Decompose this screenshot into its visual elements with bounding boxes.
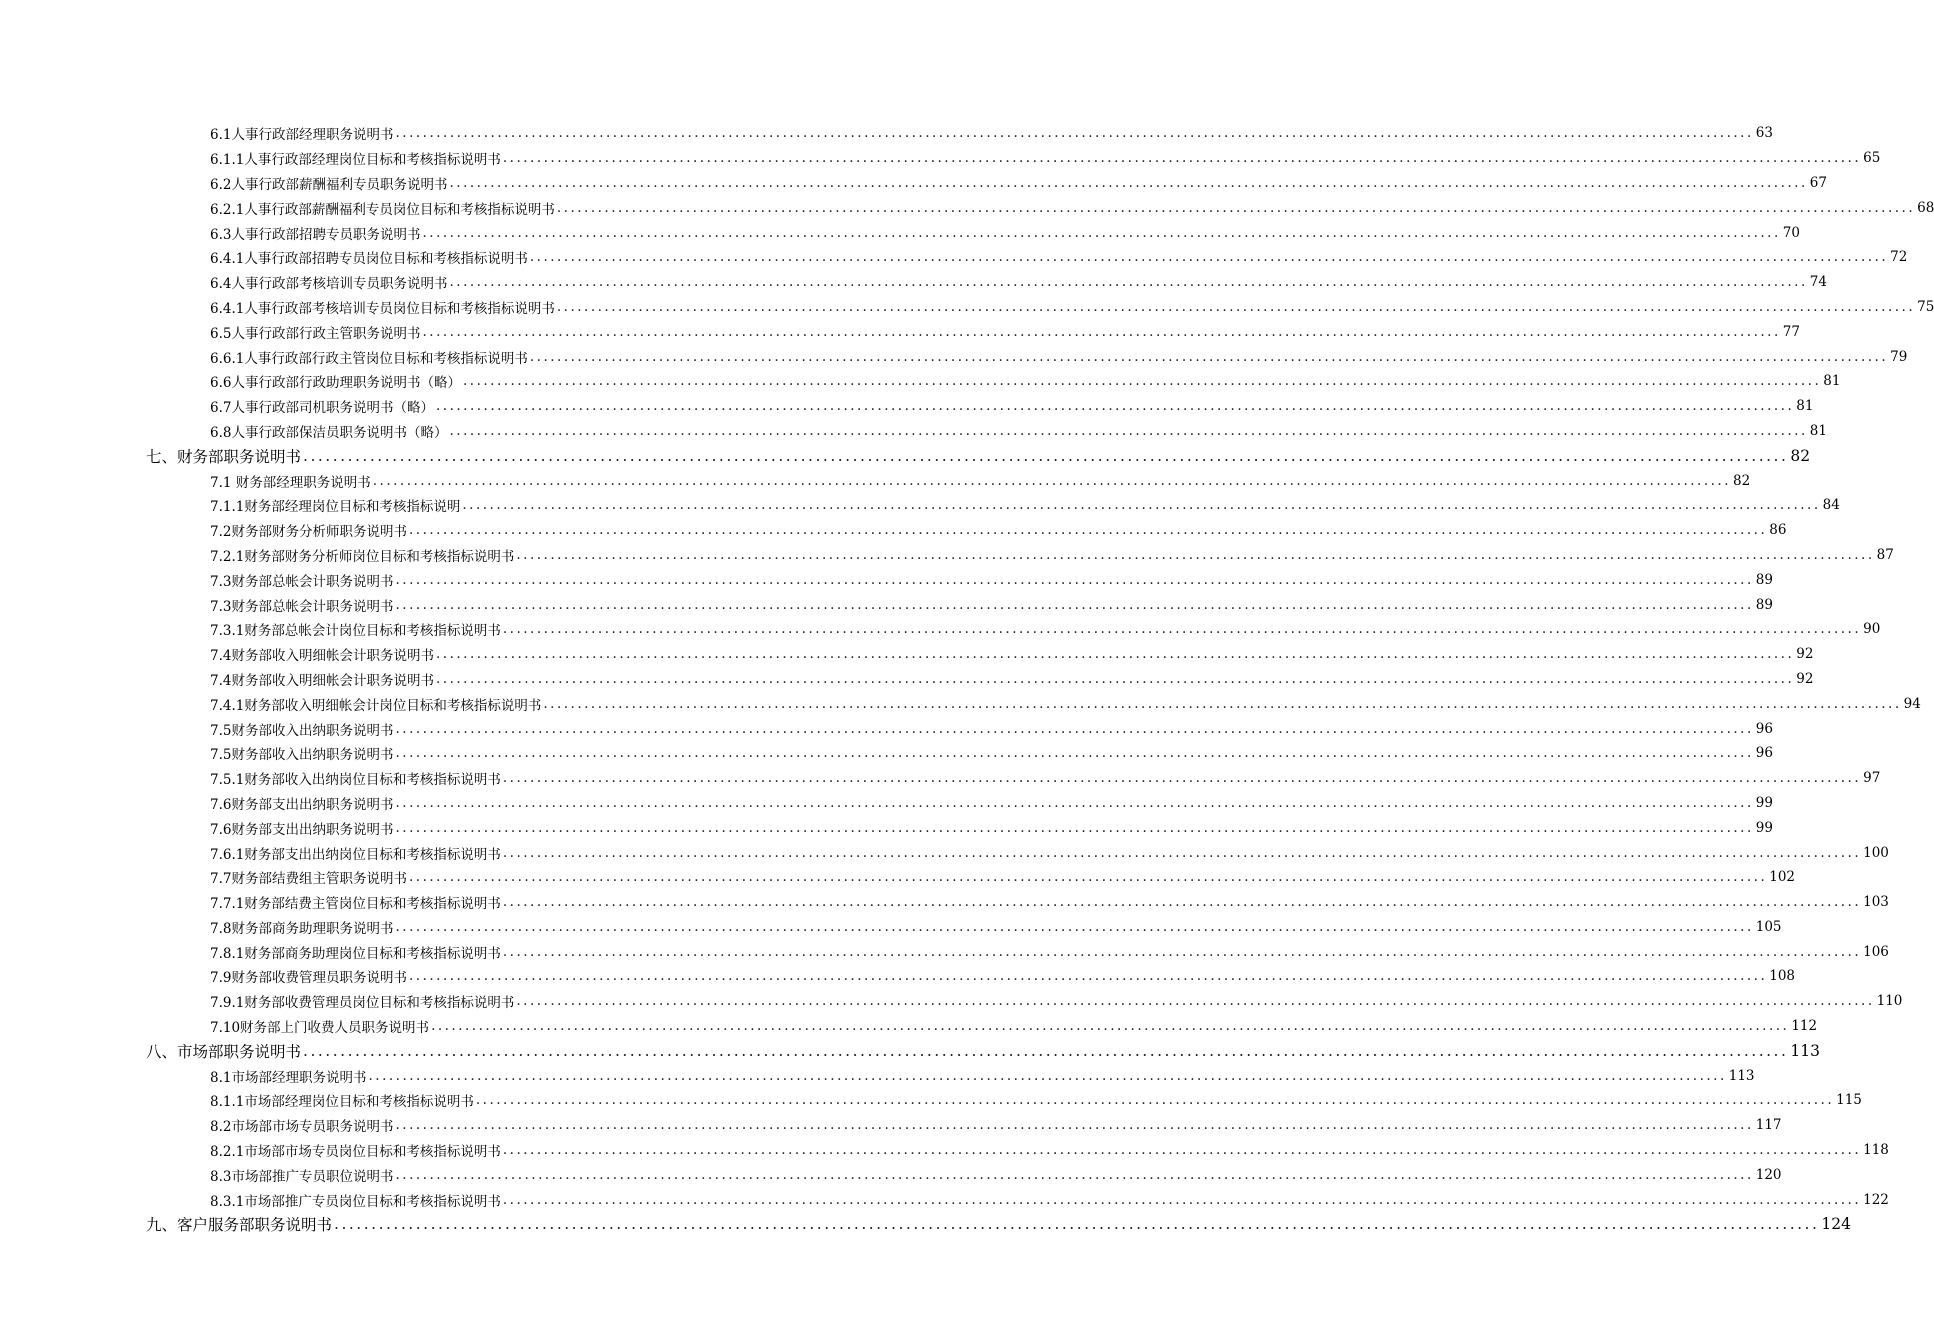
toc-section-entry[interactable] [0,741,1773,766]
toc-entry-title: 7.1.1财务部经理岗位目标和考核指标说明 [210,499,461,516]
toc-dot-leader: ........................................................................................................................................................................................................ [395,571,1754,588]
toc-section-entry[interactable] [0,1162,1782,1187]
toc-entry-title: 7.9财务部收费管理员职务说明书 [210,970,407,987]
toc-dot-leader: ........................................................................................................................................................................................................ [422,323,1781,340]
toc-dot-leader: ........................................................................................................................................................................................................ [449,174,1808,191]
toc-page-number: 113 [1728,1067,1755,1084]
toc-dot-leader: ........................................................................................................................................................................................................ [449,274,1808,291]
toc-entry-title: 7.5财务部收入出纳职务说明书 [210,747,394,764]
toc-page-number: 79 [1890,348,1908,365]
toc-page-number: 74 [1809,274,1827,291]
toc-dot-leader: ........................................................................................................................................................................................................ [395,596,1754,613]
toc-section-entry[interactable] [0,394,1814,419]
toc-page-number: 81 [1823,373,1841,390]
toc-dot-leader: ........................................................................................................................................................................................................ [334,1215,1820,1234]
toc-entry-title: 6.5人事行政部行政主管职务说明书 [210,325,421,342]
toc-page-number: 112 [1791,1018,1818,1035]
toc-dot-leader: ........................................................................................................................................................................................................ [529,249,1889,266]
toc-entry-title: 7.8财务部商务助理职务说明书 [210,920,394,937]
toc-dot-leader: ........................................................................................................................................................................................................ [395,1117,1754,1134]
toc-chapter-entry[interactable] [0,443,1811,468]
toc-section-entry[interactable] [0,543,1894,568]
toc-section-entry[interactable] [0,344,1908,369]
toc-section-entry[interactable] [0,592,1773,617]
toc-entry-title: 8.1.1市场部经理岗位目标和考核指标说明书 [210,1094,474,1111]
toc-page-number: 115 [1836,1092,1862,1109]
toc-section-entry[interactable] [0,493,1840,518]
toc-section-entry[interactable] [0,1014,1818,1039]
toc-entry-title: 6.1人事行政部经理职务说明书 [210,127,394,144]
toc-dot-leader: ........................................................................................................................................................................................................ [303,446,1789,465]
toc-page-number: 120 [1755,1166,1782,1183]
toc-dot-leader: ........................................................................................................................................................................................................ [372,472,1732,489]
toc-section-entry[interactable] [0,890,1889,915]
toc-entry-title: 6.6.1人事行政部行政主管岗位目标和考核指标说明书 [210,350,528,367]
toc-dot-leader: ........................................................................................................................................................................................................ [431,1018,1790,1035]
toc-entry-title: 6.2人事行政部薪酬福利专员职务说明书 [210,176,448,193]
toc-page-number: 108 [1769,968,1796,985]
toc-section-entry[interactable] [0,691,1921,716]
toc-dot-leader: ........................................................................................................................................................................................................ [502,621,1862,638]
toc-page-number: 82 [1790,446,1811,465]
toc-dot-leader: ........................................................................................................................................................................................................ [529,348,1889,365]
toc-page-number: 81 [1809,422,1827,439]
toc-page-number: 86 [1769,522,1787,539]
toc-dot-leader: ........................................................................................................................................................................................................ [435,398,1795,415]
toc-dot-leader: ........................................................................................................................................................................................................ [543,695,1902,712]
toc-dot-leader: ........................................................................................................................................................................................................ [395,794,1754,811]
toc-section-entry[interactable] [0,716,1773,741]
toc-dot-leader: ........................................................................................................................................................................................................ [462,497,1821,514]
toc-section-entry[interactable] [0,121,1773,146]
toc-section-entry[interactable] [0,1088,1862,1113]
toc-section-entry[interactable] [0,270,1827,295]
toc-page-number: 92 [1796,670,1814,687]
toc-entry-title: 8.2.1市场部市场专员岗位目标和考核指标说明书 [210,1144,501,1161]
toc-page-number: 92 [1796,646,1814,663]
toc-section-entry[interactable] [0,319,1800,344]
toc-entry-title: 7.7财务部结费组主管职务说明书 [210,871,407,888]
toc-dot-leader: ........................................................................................................................................................................................................ [435,670,1795,687]
toc-dot-leader: ........................................................................................................................................................................................................ [435,646,1795,663]
toc-dot-leader: ........................................................................................................................................................................................................ [502,1142,1862,1159]
toc-section-entry[interactable] [0,766,1881,791]
toc-dot-leader: ........................................................................................................................................................................................................ [368,1067,1727,1084]
toc-page-number: 90 [1863,621,1881,638]
toc-section-entry[interactable] [0,419,1827,444]
toc-section-entry[interactable] [0,295,1934,320]
toc-page-number: 124 [1821,1215,1852,1234]
toc-entry-title: 7.5.1财务部收入出纳岗位目标和考核指标说明书 [210,772,501,789]
toc-dot-leader: ........................................................................................................................................................................................................ [395,125,1754,142]
toc-dot-leader: ........................................................................................................................................................................................................ [502,844,1862,861]
toc-entry-title: 九、客户服务部职务说明书 [146,1216,333,1235]
toc-page-number: 105 [1755,918,1782,935]
toc-page-number: 65 [1863,150,1881,167]
toc-page-number: 99 [1755,819,1773,836]
toc-entry-title: 7.10财务部上门收费人员职务说明书 [210,1020,430,1037]
toc-page-number: 106 [1863,943,1889,960]
toc-entry-title: 6.6人事行政部行政助理职务说明书（略） [210,375,461,392]
toc-entry-title: 7.3.1财务部总帐会计岗位目标和考核指标说明书 [210,623,501,640]
toc-section-entry[interactable] [0,518,1787,543]
toc-page-number: 118 [1863,1142,1889,1159]
toc-page-number: 117 [1755,1117,1782,1134]
toc-page-number: 89 [1755,596,1773,613]
toc-section-entry[interactable] [0,939,1889,964]
toc-entry-title: 7.4财务部收入明细帐会计职务说明书 [210,672,434,689]
toc-dot-leader: ........................................................................................................................................................................................................ [475,1092,1835,1109]
toc-dot-leader: ........................................................................................................................................................................................................ [395,918,1754,935]
toc-section-entry[interactable] [0,1138,1889,1163]
toc-dot-leader: ........................................................................................................................................................................................................ [462,373,1822,390]
toc-entry-title: 七、财务部职务说明书 [146,447,302,466]
toc-dot-leader: ........................................................................................................................................................................................................ [516,993,1875,1010]
toc-page-number: 68 [1917,199,1934,216]
toc-dot-leader: ........................................................................................................................................................................................................ [556,199,1916,216]
toc-dot-leader: ........................................................................................................................................................................................................ [395,720,1754,737]
toc-page-number: 67 [1809,174,1827,191]
toc-section-entry[interactable] [0,667,1814,692]
toc-section-entry[interactable] [0,171,1827,196]
toc-entry-title: 6.7人事行政部司机职务说明书（略） [210,400,434,417]
toc-section-entry[interactable] [0,1113,1782,1138]
toc-dot-leader: ........................................................................................................................................................................................................ [395,1166,1754,1183]
toc-section-entry[interactable] [0,840,1889,865]
toc-dot-leader: ........................................................................................................................................................................................................ [303,1041,1789,1060]
toc-entry-title: 6.4.1人事行政部招聘专员岗位目标和考核指标说明书 [210,251,528,268]
toc-entry-title: 7.4.1财务部收入明细帐会计岗位目标和考核指标说明书 [210,697,542,714]
toc-entry-title: 7.7.1财务部结费主管岗位目标和考核指标说明书 [210,896,501,913]
toc-entry-title: 7.2.1财务部财务分析师岗位目标和考核指标说明书 [210,548,515,565]
toc-dot-leader: ........................................................................................................................................................................................................ [502,150,1862,167]
toc-page-number: 110 [1876,993,1903,1010]
table-of-contents [0,121,1934,1237]
toc-page-number: 122 [1863,1191,1889,1208]
toc-chapter-entry[interactable] [0,1038,1821,1063]
toc-page-number: 100 [1863,844,1889,861]
toc-page-number: 102 [1769,869,1796,886]
toc-entry-title: 7.1 财务部经理职务说明书 [210,474,371,491]
toc-entry-title: 7.6财务部支出出纳职务说明书 [210,821,394,838]
toc-section-entry[interactable] [0,989,1903,1014]
toc-entry-title: 8.3.1市场部推广专员岗位目标和考核指标说明书 [210,1193,501,1210]
toc-section-entry[interactable] [0,468,1751,493]
toc-entry-title: 7.2财务部财务分析师职务说明书 [210,524,407,541]
toc-section-entry[interactable] [0,1063,1755,1088]
toc-dot-leader: ........................................................................................................................................................................................................ [395,745,1754,762]
toc-entry-title: 7.4财务部收入明细帐会计职务说明书 [210,648,434,665]
toc-entry-title: 7.6.1财务部支出出纳岗位目标和考核指标说明书 [210,846,501,863]
toc-page-number: 82 [1733,472,1751,489]
toc-page-number: 89 [1755,571,1773,588]
toc-page-number: 81 [1796,398,1814,415]
toc-section-entry[interactable] [0,567,1773,592]
toc-entry-title: 6.3人事行政部招聘专员职务说明书 [210,226,421,243]
toc-section-entry[interactable] [0,1187,1889,1212]
toc-page-number: 97 [1863,770,1881,787]
toc-page-number: 99 [1755,794,1773,811]
toc-dot-leader: ........................................................................................................................................................................................................ [408,869,1768,886]
toc-entry-title: 6.4.1人事行政部考核培训专员岗位目标和考核指标说明书 [210,300,555,317]
toc-section-entry[interactable] [0,915,1782,940]
toc-dot-leader: ........................................................................................................................................................................................................ [502,943,1862,960]
toc-dot-leader: ........................................................................................................................................................................................................ [502,894,1862,911]
toc-dot-leader: ........................................................................................................................................................................................................ [408,522,1768,539]
toc-entry-title: 7.3财务部总帐会计职务说明书 [210,598,394,615]
toc-section-entry[interactable] [0,146,1881,171]
toc-section-entry[interactable] [0,195,1934,220]
toc-page-number: 94 [1903,695,1921,712]
toc-page-number: 63 [1755,125,1773,142]
toc-dot-leader: ........................................................................................................................................................................................................ [516,546,1875,563]
toc-dot-leader: ........................................................................................................................................................................................................ [422,224,1781,241]
toc-entry-title: 6.4人事行政部考核培训专员职务说明书 [210,276,448,293]
toc-entry-title: 7.9.1财务部收费管理员岗位目标和考核指标说明书 [210,995,515,1012]
toc-dot-leader: ........................................................................................................................................................................................................ [408,968,1768,985]
toc-entry-title: 8.1市场部经理职务说明书 [210,1069,367,1086]
toc-page-number: 103 [1863,894,1889,911]
toc-section-entry[interactable] [0,642,1814,667]
toc-section-entry[interactable] [0,245,1908,270]
toc-page-number: 87 [1876,546,1894,563]
toc-entry-title: 6.1.1人事行政部经理岗位目标和考核指标说明书 [210,152,501,169]
toc-dot-leader: ........................................................................................................................................................................................................ [449,422,1808,439]
toc-entry-title: 7.6财务部支出出纳职务说明书 [210,796,394,813]
toc-section-entry[interactable] [0,617,1881,642]
toc-page-number: 113 [1790,1041,1821,1060]
toc-page-number: 70 [1782,224,1800,241]
toc-entry-title: 6.2.1人事行政部薪酬福利专员岗位目标和考核指标说明书 [210,201,555,218]
toc-entry-title: 7.3财务部总帐会计职务说明书 [210,573,394,590]
toc-entry-title: 6.8人事行政部保洁员职务说明书（略） [210,424,448,441]
toc-page-number: 75 [1917,298,1934,315]
toc-entry-title: 7.5财务部收入出纳职务说明书 [210,722,394,739]
toc-entry-title: 7.8.1财务部商务助理岗位目标和考核指标说明书 [210,945,501,962]
toc-chapter-entry[interactable] [0,1212,1852,1237]
toc-page-number: 72 [1890,249,1908,266]
toc-page-number: 96 [1755,720,1773,737]
toc-dot-leader: ........................................................................................................................................................................................................ [502,1191,1862,1208]
toc-page-number: 84 [1822,497,1840,514]
toc-section-entry[interactable] [0,964,1796,989]
toc-entry-title: 八、市场部职务说明书 [146,1042,302,1061]
toc-page-number: 96 [1755,745,1773,762]
toc-dot-leader: ........................................................................................................................................................................................................ [502,770,1862,787]
toc-section-entry[interactable] [0,815,1773,840]
toc-section-entry[interactable] [0,369,1841,394]
toc-section-entry[interactable] [0,791,1773,816]
toc-entry-title: 8.2市场部市场专员职务说明书 [210,1119,394,1136]
toc-dot-leader: ........................................................................................................................................................................................................ [556,298,1916,315]
toc-dot-leader: ........................................................................................................................................................................................................ [395,819,1754,836]
toc-entry-title: 8.3市场部推广专员职位说明书 [210,1168,394,1185]
toc-section-entry[interactable] [0,865,1796,890]
toc-section-entry[interactable] [0,220,1800,245]
toc-page-number: 77 [1782,323,1800,340]
